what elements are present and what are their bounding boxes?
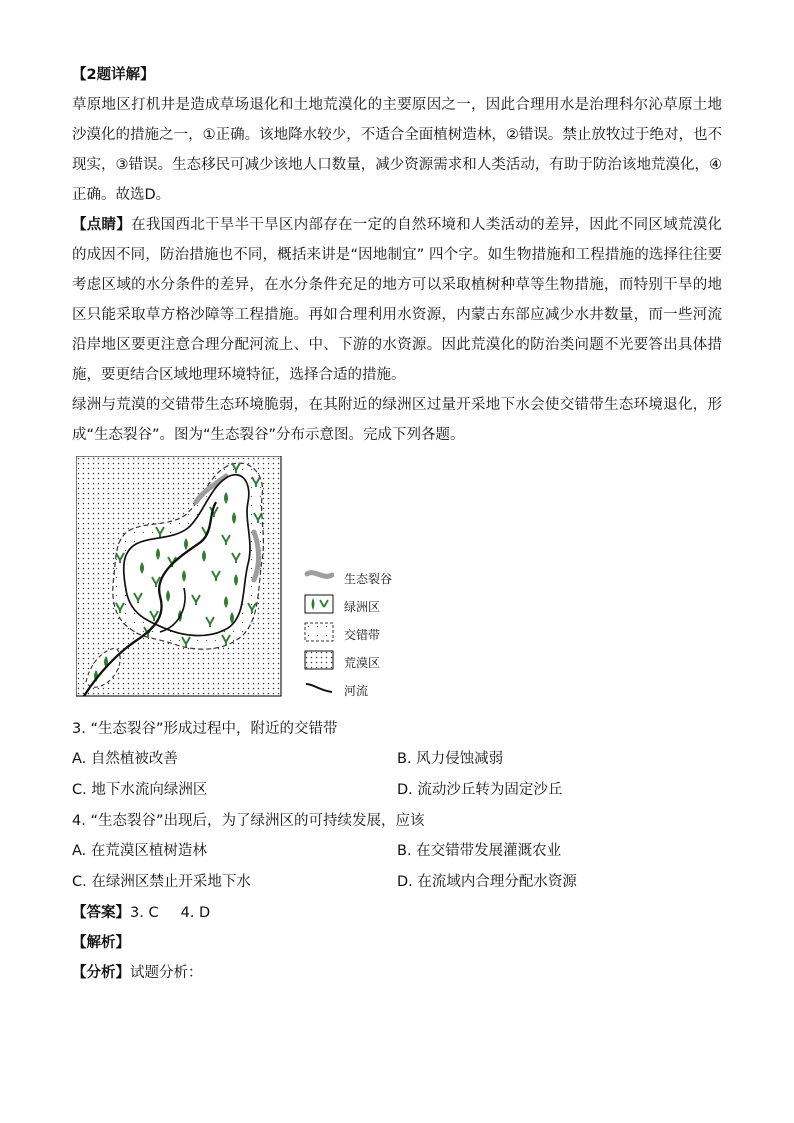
section-2-header: 【2题详解】 [72,67,155,83]
q3-option-d: D. 流动沙丘转为固定沙丘 [397,782,563,798]
note-label: 【点睛】 [72,217,132,233]
fenxi-body: 试题分析： [130,965,203,981]
legend-crack: 生态裂谷 [300,566,420,594]
crack-swatch-icon [304,566,334,586]
river-swatch-icon [304,678,334,698]
answer-line [72,898,722,928]
fenxi-line [72,958,722,988]
ecotone-swatch-icon [304,622,334,642]
oasis-swatch-icon [304,594,334,614]
answer-3: 3. C [130,905,159,921]
q3-option-b: B. 风力侵蚀减弱 [397,751,504,767]
map-legend [300,566,420,706]
answer-4: 4. D [180,905,211,921]
note-paragraph [72,210,722,390]
document-page [72,60,722,988]
q4-options-row-2 [72,867,722,898]
eco-crack-figure [72,456,722,714]
q4-option-a: A. 在荒漠区植树造林 [72,843,207,859]
legend-desert: 荒漠区 [300,650,420,678]
q4-option-d: D. 在流域内合理分配水资源 [397,874,577,890]
q3-options-row-1 [72,744,722,775]
legend-river: 河流 [300,678,420,706]
q3-option-a: A. 自然植被改善 [72,751,178,767]
legend-oasis: 绿洲区 [300,594,420,622]
fenxi-label: 【分析】 [72,965,130,981]
q4-option-c: C. 在绿洲区禁止开采地下水 [72,874,251,890]
intro-paragraph: 绿洲与荒漠的交错带生态环境脆弱，在其附近的绿洲区过量开采地下水会使交错带生态环境退化，形成“生态裂谷”。图为“生态裂谷”分布示意图。完成下列各题。 [72,397,722,443]
legend-ecotone: 交错带 [300,622,420,650]
q3-options-row-2 [72,775,722,806]
q4-stem: 4. “生态裂谷”出现后，为了绿洲区的可持续发展，应该 [72,813,425,829]
section-2-body: 草原地区打机井是造成草场退化和土地荒漠化的主要原因之一，因此合理用水是治理科尔沁草原土地沙漠化的措施之一，①正确。该地降水较少，不适合全面植树造林，②错误。禁止放牧过于绝对，也不现实，③错误。生态移民可减少该地人口数量，减少资源需求和人类活动，有助于防治该地荒漠化，④正确。故选D。 [72,97,722,203]
q3-stem: 3. “生态裂谷”形成过程中，附近的交错带 [72,721,338,737]
q4-options-row-1 [72,836,722,867]
note-body: 在我国西北干旱半干旱区内部存在一定的自然环境和人类活动的差异，因此不同区域荒漠化的成因不同，防治措施也不同，概括来讲是“因地制宜” 四个字。如生物措施和工程措施的选择往往要考虑区域的水分条件的差异，在水分条件充足的地方可以采取植树种草等生物措施，而特别干旱的地区只能采取草方格沙障等工程措施。再如合理利用水资源，内蒙古东部应减少水井数量，而一些河流沿岸地区要更注意合理分配河流上、中、下游的水资源。因此荒漠化的防治类问题不光要答出具体措施，要更结合区域地理环境特征，选择合适的措施。 [72,217,723,383]
q4-option-b: B. 在交错带发展灌溉农业 [397,843,562,859]
answer-label: 【答案】 [72,905,130,921]
q3-option-c: C. 地下水流向绿洲区 [72,782,208,798]
analysis-header: 【解析】 [72,935,130,951]
desert-swatch-icon [304,650,334,670]
